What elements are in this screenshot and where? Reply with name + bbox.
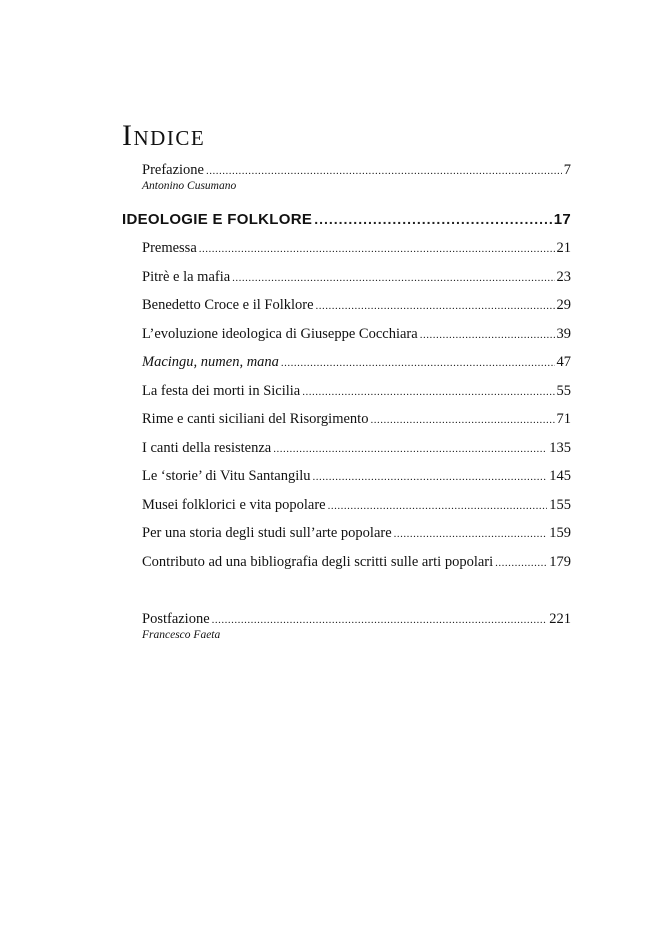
toc-entry-label: Macingu, numen, mana xyxy=(142,354,279,370)
toc-entry-label: Prefazione xyxy=(142,162,204,178)
leader-dots xyxy=(302,383,554,401)
toc-entry-label: Premessa xyxy=(142,240,197,256)
leader-dots xyxy=(232,269,554,287)
leader-dots xyxy=(495,554,547,572)
toc-entry-page: 7 xyxy=(563,162,571,178)
toc-entry xyxy=(142,353,571,372)
postfazione-author: Francesco Faeta xyxy=(142,629,221,641)
leader-dots xyxy=(199,240,555,258)
toc-entry xyxy=(142,296,571,315)
toc-entry xyxy=(142,524,571,543)
page-title: Indice xyxy=(122,119,206,152)
toc-entry-page: 145 xyxy=(549,468,571,484)
toc-section-heading xyxy=(122,210,571,229)
toc-entry xyxy=(142,496,571,515)
leader-dots xyxy=(281,354,555,372)
toc-entry-label: Musei folklorici e vita popolare xyxy=(142,497,326,513)
leader-dots xyxy=(314,210,552,228)
toc-entry-prefazione xyxy=(142,161,571,180)
toc-entry-page: 29 xyxy=(556,297,571,313)
toc-entry-label: Contributo ad una bibliografia degli scritti sulle arti popolari xyxy=(142,554,494,570)
toc-entry-page: 159 xyxy=(549,525,571,541)
toc-entry xyxy=(142,553,571,572)
toc-entry-page: 55 xyxy=(556,383,571,399)
toc-entry-label: La festa dei morti in Sicilia xyxy=(142,383,301,399)
toc-entry-label: Postfazione xyxy=(142,611,210,627)
toc-entry-label: I canti della resistenza xyxy=(142,440,272,456)
toc-entry xyxy=(142,325,571,344)
section-page: 17 xyxy=(553,211,571,228)
toc-entry-page: 71 xyxy=(556,411,571,427)
toc-entry-page: 21 xyxy=(556,240,571,256)
section-label: IDEOLOGIE E FOLKLORE xyxy=(122,211,313,228)
toc-entry-page: 179 xyxy=(549,554,571,570)
leader-dots xyxy=(328,497,548,515)
toc-entry xyxy=(142,239,571,258)
leader-dots xyxy=(316,297,555,315)
toc-entry-label: Le ‘storie’ di Vitu Santangilu xyxy=(142,468,311,484)
prefazione-author: Antonino Cusumano xyxy=(142,180,237,192)
toc-entry xyxy=(142,268,571,287)
toc-entry xyxy=(142,410,571,429)
toc-entry-label: Rime e canti siciliani del Risorgimento xyxy=(142,411,369,427)
toc-entry-page: 135 xyxy=(549,440,571,456)
toc-entry-page: 39 xyxy=(556,326,571,342)
toc-entry-label: L’evoluzione ideologica di Giuseppe Cocchiara xyxy=(142,326,418,342)
leader-dots xyxy=(313,468,548,486)
leader-dots xyxy=(273,440,547,458)
toc-entry-page: 155 xyxy=(549,497,571,513)
toc-entry-postfazione xyxy=(142,610,571,629)
toc-entry xyxy=(142,382,571,401)
leader-dots xyxy=(212,611,548,629)
leader-dots xyxy=(420,326,555,344)
toc-entry xyxy=(142,439,571,458)
toc-entry-label: Benedetto Croce e il Folklore xyxy=(142,297,314,313)
leader-dots xyxy=(206,162,562,180)
toc-entry-page: 47 xyxy=(556,354,571,370)
toc-entry xyxy=(142,467,571,486)
toc-entry-label: Per una storia degli studi sull’arte popolare xyxy=(142,525,392,541)
toc-entry-page: 23 xyxy=(556,269,571,285)
leader-dots xyxy=(394,525,548,543)
leader-dots xyxy=(370,411,554,429)
toc-entry-label: Pitrè e la mafia xyxy=(142,269,231,285)
toc-entry-page: 221 xyxy=(549,611,571,627)
